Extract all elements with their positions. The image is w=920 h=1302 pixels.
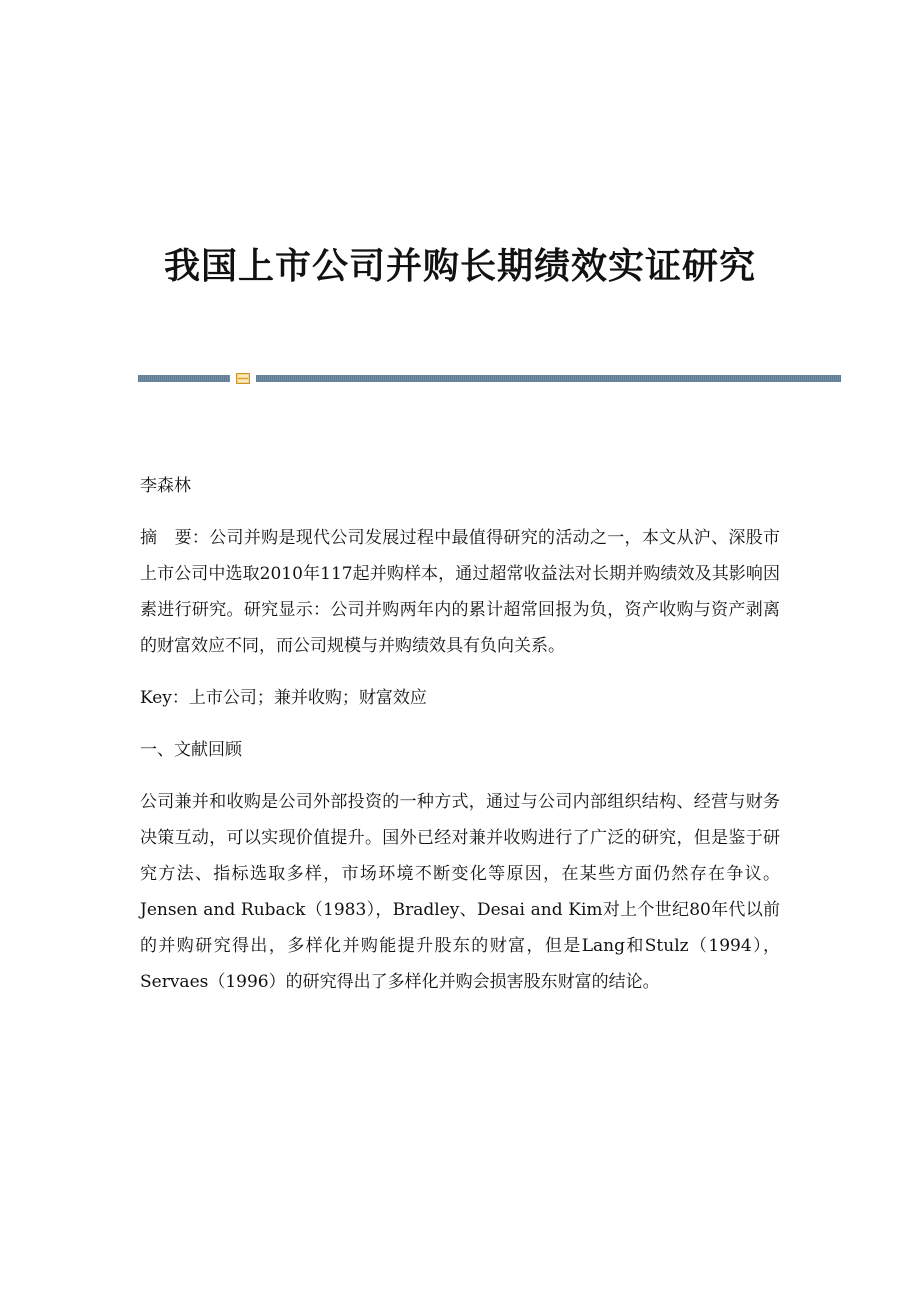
divider-bar-right xyxy=(256,375,841,382)
body-paragraph: 公司兼并和收购是公司外部投资的一种方式，通过与公司内部组织结构、经营与财务决策互动，可以实现价值提升。国外已经对兼并收购进行了广泛的研究，但是鉴于研究方法、指标选取多样，市场环境不断变化等原因，在某些方面仍然存在争议。Jensen and Ruback（1983），Bradley、Desai and Kim对上个世纪80年代以前的并购研究得出，多样化并购能提升股东的财富，但是Lang和Stulz（1994），Servaes（1996）的研究得出了多样化并购会损害股东财富的结论。 xyxy=(140,792,780,992)
section-heading: 一、文献回顾 xyxy=(140,740,242,760)
document-body xyxy=(140,468,780,1016)
title-divider xyxy=(138,372,841,384)
divider-emblem-icon xyxy=(236,373,250,384)
keywords-line: Key：上市公司；兼并收购；财富效应 xyxy=(140,688,427,708)
document-title: 我国上市公司并购长期绩效实证研究 xyxy=(163,245,756,288)
divider-bar-left xyxy=(138,375,230,382)
author-name: 李森林 xyxy=(140,476,191,496)
abstract-paragraph: 摘 要：公司并购是现代公司发展过程中最值得研究的活动之一，本文从沪、深股市上市公司中选取2010年117起并购样本，通过超常收益法对长期并购绩效及其影响因素进行研究。研究显示：公司并购两年内的累计超常回报为负，资产收购与资产剥离的财富效应不同，而公司规模与并购绩效具有负向关系。 xyxy=(140,528,780,656)
